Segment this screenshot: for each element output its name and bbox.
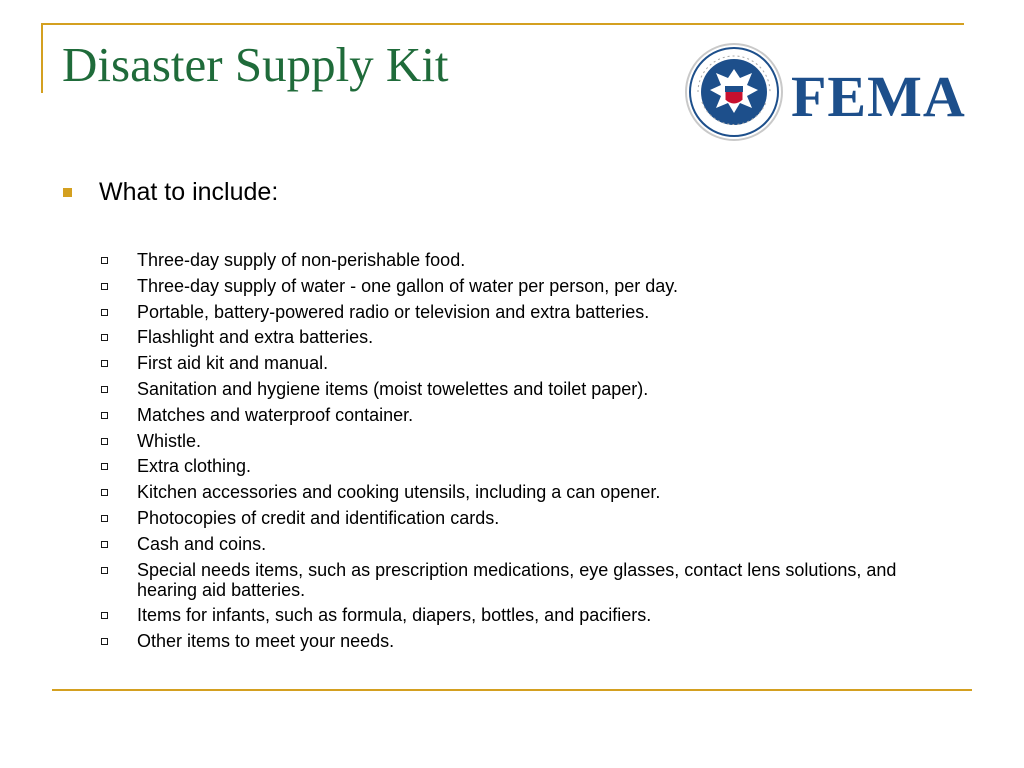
square-bullet-icon — [63, 188, 72, 197]
list-item: Three-day supply of non-perishable food. — [100, 250, 960, 270]
list-item: Photocopies of credit and identification cards. — [100, 508, 960, 528]
hollow-square-bullet-icon — [101, 412, 108, 419]
list-item: Portable, battery-powered radio or television and extra batteries. — [100, 302, 960, 322]
hollow-square-bullet-icon — [101, 257, 108, 264]
hollow-square-bullet-icon — [101, 612, 108, 619]
fema-wordmark: FEMA — [791, 64, 966, 129]
list-item: Kitchen accessories and cooking utensils, including a can opener. — [100, 482, 960, 502]
hollow-square-bullet-icon — [101, 638, 108, 645]
list-item: First aid kit and manual. — [100, 353, 960, 373]
fema-logo — [684, 42, 966, 143]
main-bullet-text: What to include: — [99, 178, 279, 206]
hollow-square-bullet-icon — [101, 334, 108, 341]
top-rule — [41, 23, 964, 25]
hollow-square-bullet-icon — [101, 438, 108, 445]
list-item: Other items to meet your needs. — [100, 631, 960, 651]
list-item: Flashlight and extra batteries. — [100, 327, 960, 347]
hollow-square-bullet-icon — [101, 541, 108, 548]
list-item: Whistle. — [100, 431, 960, 451]
hollow-square-bullet-icon — [101, 360, 108, 367]
left-rule — [41, 23, 43, 93]
hollow-square-bullet-icon — [101, 567, 108, 574]
hollow-square-bullet-icon — [101, 309, 108, 316]
list-item: Cash and coins. — [100, 534, 960, 554]
slide-title: Disaster Supply Kit — [62, 37, 449, 92]
hollow-square-bullet-icon — [101, 489, 108, 496]
list-item: Matches and waterproof container. — [100, 405, 960, 425]
list-item: Extra clothing. — [100, 456, 960, 476]
main-bullet — [63, 180, 278, 205]
list-item: Sanitation and hygiene items (moist towelettes and toilet paper). — [100, 379, 960, 399]
list-item: Special needs items, such as prescription medications, eye glasses, contact lens solutions, and hearing aid batteries. — [100, 560, 960, 600]
hollow-square-bullet-icon — [101, 283, 108, 290]
supply-list — [100, 250, 960, 657]
hollow-square-bullet-icon — [101, 515, 108, 522]
list-item: Three-day supply of water - one gallon of water per person, per day. — [100, 276, 960, 296]
hollow-square-bullet-icon — [101, 463, 108, 470]
list-item: Items for infants, such as formula, diapers, bottles, and pacifiers. — [100, 605, 960, 625]
hollow-square-bullet-icon — [101, 386, 108, 393]
bottom-rule — [52, 689, 972, 691]
